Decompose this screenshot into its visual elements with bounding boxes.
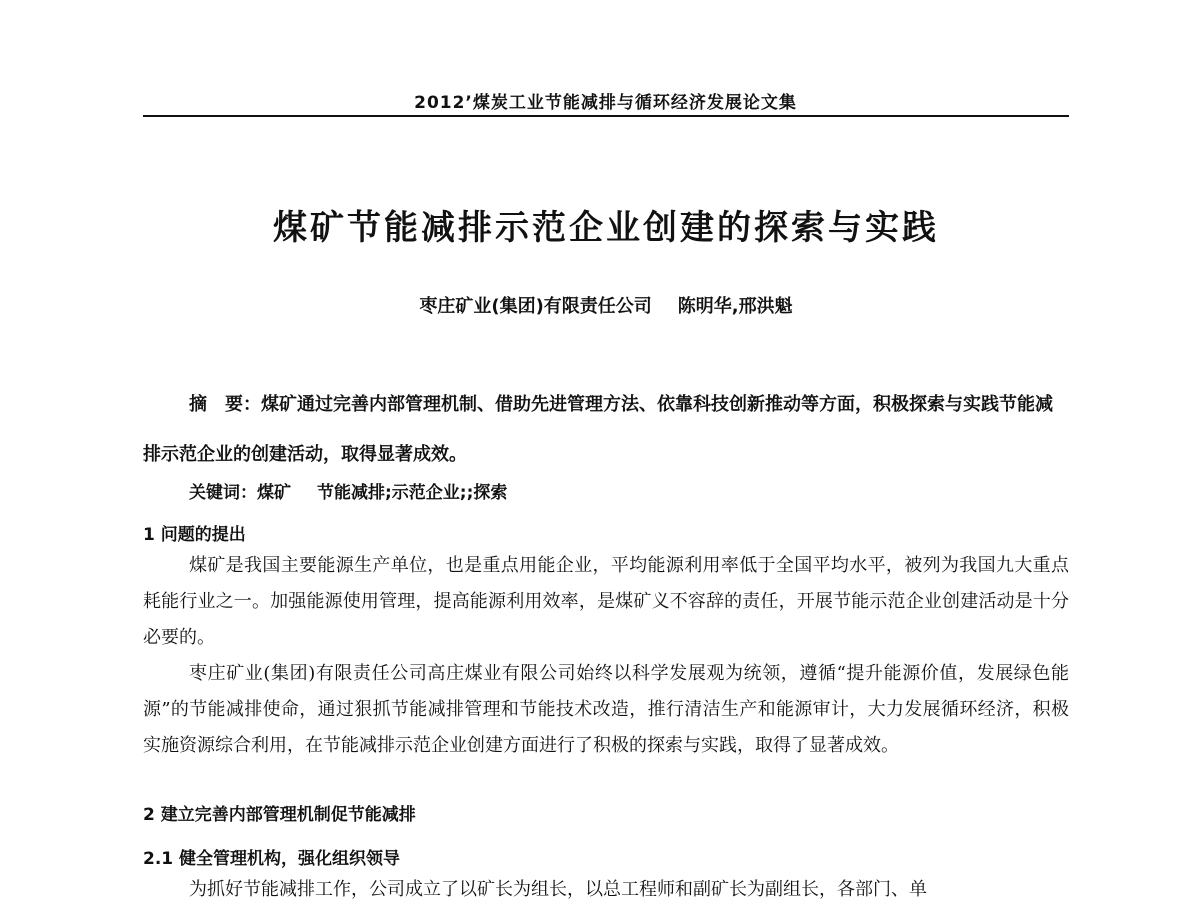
section-2-heading: 2 建立完善内部管理机制促节能减排 <box>143 805 416 825</box>
section-1-heading: 1 问题的提出 <box>143 525 246 545</box>
abstract <box>143 380 1069 480</box>
section-2-1-paragraph-1: 为抓好节能减排工作，公司成立了以矿长为组长，以总工程师和副矿长为副组长，各部门、单 <box>189 879 927 900</box>
keywords-label: 关键词： <box>189 483 257 503</box>
keywords <box>143 476 1069 510</box>
section-2-1-heading: 2.1 健全管理机构，强化组织领导 <box>143 849 401 869</box>
affiliation: 枣庄矿业(集团)有限责任公司 <box>419 296 652 317</box>
authors: 陈明华,邢洪魁 <box>677 296 793 317</box>
running-header: 2012’煤炭工业节能减排与循环经济发展论文集 <box>414 93 797 113</box>
abstract-text: 煤矿通过完善内部管理机制、借助先进管理方法、依靠科技创新推动等方面，积极探索与实践节能减排示范企业的创建活动，取得显著成效。 <box>143 394 1053 465</box>
keywords-rest: 节能减排;示范企业;;探索 <box>317 483 508 503</box>
article-title: 煤矿节能减排示范企业创建的探索与实践 <box>273 208 939 248</box>
byline <box>143 292 1069 318</box>
section-1-paragraph-1: 煤矿是我国主要能源生产单位，也是重点用能企业，平均能源利用率低于全国平均水平，被列为我国九大重点耗能行业之一。加强能源使用管理，提高能源利用效率，是煤矿义不容辞的责任，开展节能示范企业创建活动是十分必要的。 <box>143 555 1069 648</box>
abstract-label: 摘 要： <box>189 394 261 415</box>
keyword-first: 煤矿 <box>257 483 291 503</box>
section-1-paragraph-2: 枣庄矿业(集团)有限责任公司高庄煤业有限公司始终以科学发展观为统领，遵循“提升能源价值，发展绿色能源”的节能减排使命，通过狠抓节能减排管理和节能技术改造，推行清洁生产和能源审计，大力发展循环经济，积极实施资源综合利用，在节能减排示范企业创建方面进行了积极的探索与实践，取得了显著成效。 <box>143 663 1069 756</box>
header-rule <box>143 115 1069 117</box>
